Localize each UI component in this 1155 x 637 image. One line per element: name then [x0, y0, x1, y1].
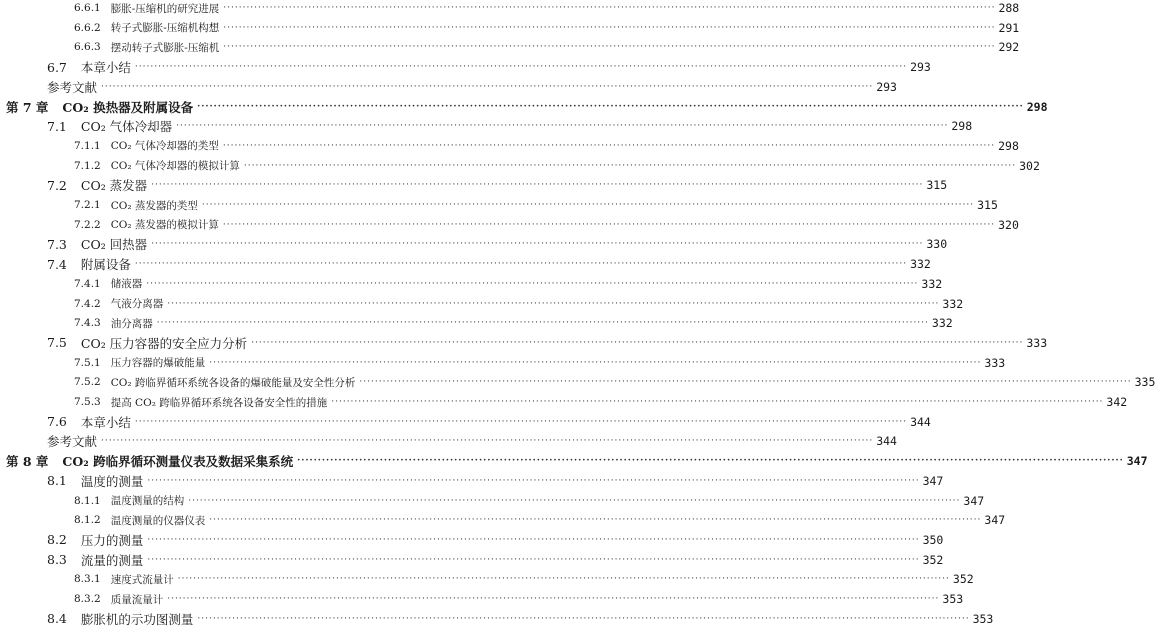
toc-page-number: 352	[952, 572, 974, 587]
toc-entry-number: 7.5.1	[74, 356, 101, 369]
toc-leader-dots: ········································································································································································································	[134, 62, 908, 73]
toc-leader-dots: ········································································································································································································	[209, 515, 982, 526]
toc-entry-number: 第 7 章	[6, 99, 49, 115]
toc-entry-title: CO₂ 回热器	[80, 237, 148, 253]
toc-subsection-row	[0, 510, 1006, 530]
toc-subsection-row	[0, 37, 1020, 57]
toc-section-row	[0, 333, 1048, 353]
toc-page-number: 332	[942, 296, 964, 311]
toc-subsection-row	[0, 392, 1128, 412]
toc-subsection-row	[0, 274, 943, 294]
toc-leader-dots: ········································································································································································································	[197, 101, 1024, 112]
toc-entry-title: 本章小结	[80, 414, 131, 430]
toc-subsection-row	[0, 372, 1155, 392]
toc-leader-dots: ········································································································································································································	[201, 200, 975, 210]
toc-entry-number: 8.3.1	[74, 573, 101, 586]
toc-entry-number: 第 8 章	[6, 454, 49, 470]
toc-chapter-row	[0, 451, 1148, 471]
toc-leader-dots: ········································································································································································································	[222, 219, 996, 230]
toc-entry-title: 质量流量计	[110, 593, 164, 606]
toc-entry-number: 8.4	[47, 611, 67, 627]
toc-entry-number: 7.5.3	[74, 396, 101, 408]
toc-page-number: 332	[910, 257, 931, 272]
toc-entry-title: CO₂ 蒸发器	[80, 178, 148, 194]
toc-leader-dots: ········································································································································································································	[188, 495, 961, 506]
toc-leader-dots: ········································································································································································································	[223, 3, 996, 13]
toc-entry-title: 流量的测量	[80, 552, 144, 568]
toc-entry-title: 压力容器的爆破能量	[110, 357, 206, 370]
toc-leader-dots: ········································································································································································································	[223, 22, 996, 33]
toc-entry-title: 参考文献	[47, 434, 98, 450]
toc-section-row	[0, 471, 944, 491]
toc-page-number: 333	[984, 355, 1006, 370]
toc-subsection-row	[0, 136, 1019, 156]
toc-subsection-row	[0, 156, 1040, 176]
toc-leader-dots: ········································································································································································································	[197, 613, 970, 624]
toc-leader-dots: ········································································································································································································	[134, 259, 908, 270]
toc-page-number: 293	[876, 79, 897, 94]
toc-entry-number: 7.2.1	[74, 199, 101, 211]
toc-leader-dots: ········································································································································································································	[147, 475, 920, 486]
toc-entry-title: 温度测量的仪器仪表	[110, 514, 206, 527]
toc-section-row	[0, 609, 994, 629]
toc-entry-number: 8.1.1	[74, 494, 101, 507]
toc-references-row	[0, 77, 897, 97]
toc-entry-title: CO₂ 气体冷却器	[80, 119, 173, 135]
toc-entry-number: 7.4.2	[74, 297, 101, 310]
toc-page-number: 333	[1026, 335, 1048, 350]
toc-leader-dots: ········································································································································································································	[167, 298, 940, 309]
toc-entry-number: 7.5	[47, 335, 67, 351]
toc-entry-number: 7.4.3	[74, 317, 101, 330]
toc-page-number: 330	[926, 237, 948, 252]
toc-leader-dots: ········································································································································································································	[147, 554, 920, 565]
toc-page-number: 347	[922, 473, 944, 488]
toc-page-number: 342	[1106, 395, 1128, 409]
toc-entry-title: 膨胀机的示功图测量	[80, 611, 194, 627]
toc-entry-title: 温度测量的结构	[110, 495, 185, 507]
toc-entry-title: 气液分离器	[110, 298, 164, 310]
toc-entry-title: 速度式流量计	[110, 573, 174, 586]
toc-entry-title: CO₂ 压力容器的安全应力分析	[80, 335, 248, 351]
toc-subsection-row	[0, 195, 998, 215]
toc-entry-title: 本章小结	[80, 60, 131, 76]
toc-subsection-row	[0, 569, 974, 589]
toc-page-number: 298	[1026, 99, 1048, 114]
toc-entry-title: CO₂ 跨临界循环系统各设备的爆破能量及安全性分析	[110, 376, 356, 389]
toc-page-number: 347	[984, 513, 1006, 528]
toc-page-number: 352	[922, 552, 944, 567]
toc-leader-dots: ········································································································································································································	[297, 456, 1124, 467]
toc-entry-number: 7.1.2	[74, 159, 101, 172]
toc-entry-title: 温度的测量	[80, 473, 144, 489]
toc-page-number: 347	[963, 493, 985, 508]
toc-entry-number: 7.4.1	[74, 277, 101, 290]
toc-leader-dots: ········································································································································································································	[243, 160, 1017, 171]
toc-page-number: 315	[926, 178, 948, 193]
toc-page-number: 288	[998, 1, 1020, 15]
toc-leader-dots: ········································································································································································································	[151, 239, 924, 250]
toc-entry-title: 油分离器	[110, 317, 153, 330]
toc-entry-title: 压力的测量	[80, 532, 144, 548]
toc-section-row	[0, 530, 944, 550]
toc-page-number: 293	[910, 60, 931, 75]
toc-leader-dots: ········································································································································································································	[156, 318, 929, 329]
toc-entry-title: CO₂ 换热器及附属设备	[62, 99, 194, 115]
toc-entry-title: 提高 CO₂ 跨临界循环系统各设备安全性的措施	[110, 396, 328, 409]
toc-entry-number: 7.3	[47, 236, 67, 252]
toc-entry-title: CO₂ 蒸发器的类型	[110, 199, 198, 212]
toc-page-number: 347	[1126, 454, 1148, 469]
toc-page-number: 315	[977, 198, 998, 212]
toc-subsection-row	[0, 0, 1020, 18]
toc-entry-number: 6.7	[47, 59, 67, 75]
toc-page-number: 302	[1019, 158, 1040, 173]
toc-subsection-row	[0, 491, 985, 511]
toc-entry-title: 膨胀-压缩机的研究进展	[110, 2, 220, 15]
toc-page-number: 344	[910, 414, 931, 429]
toc-page-number: 291	[998, 20, 1020, 35]
toc-section-row	[0, 412, 931, 432]
toc-leader-dots: ········································································································································································································	[101, 81, 874, 92]
toc-entry-number: 7.1	[47, 118, 67, 134]
toc-section-row	[0, 175, 948, 195]
toc-leader-dots: ········································································································································································································	[101, 436, 874, 447]
toc-page-number: 350	[922, 532, 944, 547]
toc-leader-dots: ········································································································································································································	[151, 180, 924, 191]
toc-entry-number: 6.6.2	[74, 21, 101, 34]
toc-section-row	[0, 234, 948, 254]
toc-entry-number: 7.5.2	[74, 376, 101, 389]
toc-entry-number: 8.3.2	[74, 593, 101, 605]
toc-entry-title: CO₂ 气体冷却器的类型	[110, 140, 219, 153]
toc-page-number: 353	[942, 592, 964, 606]
toc-leader-dots: ········································································································································································································	[222, 140, 996, 151]
toc-leader-dots: ········································································································································································································	[251, 337, 1024, 348]
toc-page-number: 298	[951, 119, 973, 134]
toc-chapter-row	[0, 97, 1048, 117]
toc-entry-title: CO₂ 跨临界循环测量仪表及数据采集系统	[62, 454, 294, 470]
toc-page-number: 332	[931, 316, 953, 331]
toc-entry-title: CO₂ 气体冷却器的模拟计算	[110, 160, 240, 173]
toc-subsection-row	[0, 353, 1006, 373]
toc-entry-number: 6.6.3	[74, 41, 101, 54]
toc-section-row	[0, 116, 973, 136]
toc-page-number: 298	[998, 138, 1019, 153]
toc-references-row	[0, 431, 897, 451]
toc-leader-dots: ········································································································································································································	[146, 278, 919, 289]
toc-leader-dots: ········································································································································································································	[147, 534, 920, 545]
toc-section-row	[0, 254, 931, 274]
toc-leader-dots: ········································································································································································································	[209, 357, 982, 368]
toc-entry-number: 8.1	[47, 473, 67, 489]
toc-page-number: 353	[972, 611, 994, 626]
toc-subsection-row	[0, 294, 964, 314]
toc-entry-number: 6.6.1	[74, 2, 101, 14]
toc-entry-number: 8.1.2	[74, 514, 101, 527]
toc-entry-number: 7.2.2	[74, 218, 101, 231]
toc-leader-dots: ········································································································································································································	[176, 121, 949, 132]
toc-leader-dots: ········································································································································································································	[331, 397, 1104, 407]
toc-subsection-row	[0, 18, 1020, 38]
toc-entry-title: 附属设备	[80, 257, 131, 273]
toc-entry-number: 7.6	[47, 414, 67, 430]
toc-entry-title: CO₂ 蒸发器的模拟计算	[110, 219, 219, 232]
toc-leader-dots: ········································································································································································································	[167, 594, 940, 604]
toc-leader-dots: ········································································································································································································	[177, 574, 950, 585]
toc-subsection-row	[0, 313, 953, 333]
toc-page-number: 335	[1134, 375, 1155, 390]
toc-entry-title: 摆动转子式膨胀-压缩机	[110, 41, 220, 54]
toc-leader-dots: ········································································································································································································	[134, 416, 908, 427]
toc-entry-number: 8.3	[47, 552, 67, 568]
toc-entry-number: 7.4	[47, 256, 67, 272]
toc-entry-title: 参考文献	[47, 79, 98, 95]
toc-section-row	[0, 550, 944, 570]
toc-page-number: 344	[876, 434, 897, 449]
toc-subsection-row	[0, 589, 964, 609]
toc-entry-number: 7.1.1	[74, 139, 101, 152]
toc-section-row	[0, 57, 931, 77]
toc-leader-dots: ········································································································································································································	[223, 42, 996, 53]
toc-entry-title: 转子式膨胀-压缩机构想	[110, 22, 220, 35]
toc-page-number: 292	[998, 40, 1020, 55]
toc-entry-title: 储液器	[110, 278, 143, 291]
toc-subsection-row	[0, 215, 1019, 235]
toc-entry-number: 8.2	[47, 532, 67, 548]
toc-page-number: 320	[998, 217, 1019, 232]
toc-entry-number: 7.2	[47, 177, 67, 193]
toc-page-number: 332	[921, 276, 943, 291]
toc-leader-dots: ········································································································································································································	[359, 377, 1132, 388]
